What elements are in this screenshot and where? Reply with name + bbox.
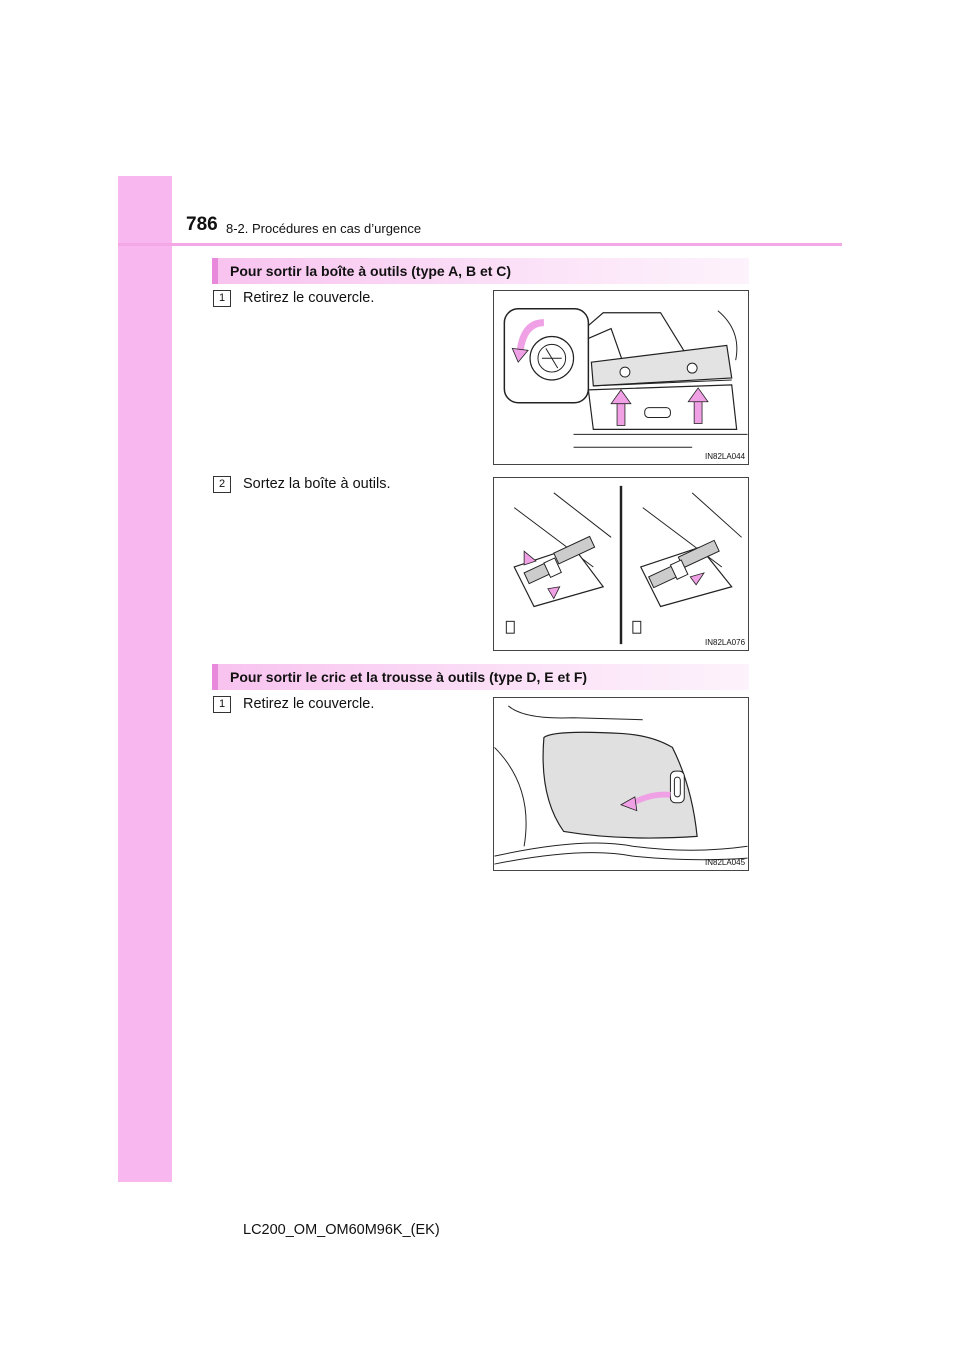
step-text: Retirez le couvercle. <box>243 290 375 306</box>
figure-code: IN82LA045 <box>705 858 746 867</box>
section-heading-1-text: Pour sortir la boîte à outils (type A, B et C) <box>230 263 512 279</box>
illustration-cover-removal <box>494 291 748 464</box>
section-heading-1 <box>212 258 749 284</box>
side-tab-bar <box>118 176 172 1182</box>
step-text: Retirez le couvercle. <box>243 696 375 712</box>
page-number: 786 <box>186 214 218 235</box>
header-rule <box>118 243 842 246</box>
chapter-title: 8-2. Procédures en cas d’urgence <box>226 221 422 236</box>
figure-code: IN82LA044 <box>705 452 746 461</box>
step-badge: 1 <box>213 290 231 307</box>
section-heading-2 <box>212 664 749 690</box>
figure-remove-side-cover <box>493 697 749 871</box>
step-text: Sortez la boîte à outils. <box>243 476 391 492</box>
figure-take-out-toolbox <box>493 477 749 651</box>
footer-doc-code: LC200_OM_OM60M96K_(EK) <box>243 1222 440 1238</box>
step-badge: 2 <box>213 476 231 493</box>
figure-remove-cover <box>493 290 749 465</box>
step-badge: 1 <box>213 696 231 713</box>
illustration-toolbox-strap <box>494 478 748 650</box>
illustration-side-cover <box>494 698 748 870</box>
figure-code: IN82LA076 <box>705 638 746 647</box>
section-heading-2-text: Pour sortir le cric et la trousse à outils (type D, E et F) <box>230 669 588 685</box>
